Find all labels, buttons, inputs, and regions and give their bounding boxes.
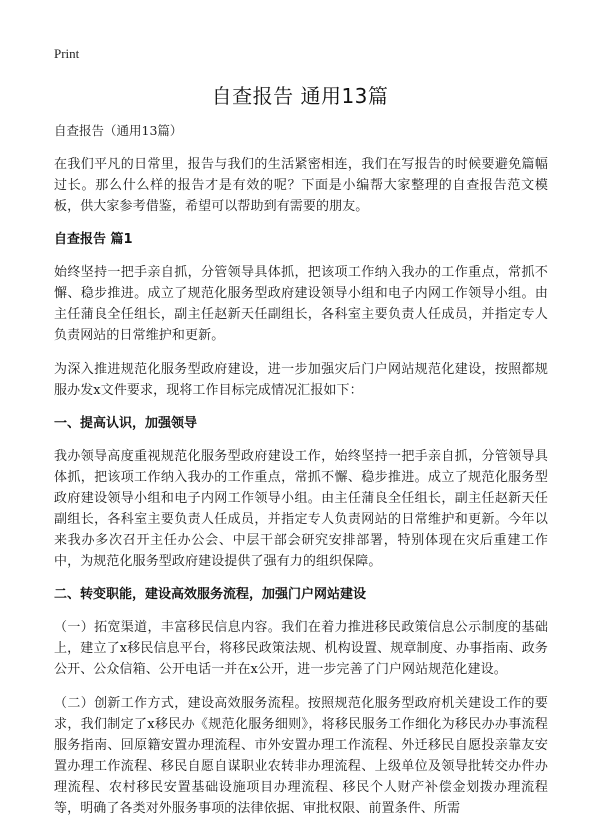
intro-paragraph: 在我们平凡的日常里，报告与我们的生活紧密相连，我们在写报告的时候要避免篇幅过长。那么什么样的报告才是有效的呢？下面是小编帮大家整理的自查报告范文模板，供大家参考借鉴，希望可以帮助到有需要的朋友。: [54, 157, 548, 214]
subheading-two: 二、转变职能，建设高效服务流程，加强门户网站建设: [54, 587, 367, 602]
subheading-one: 一、提高认识，加强领导: [54, 416, 198, 431]
paragraph-two-a: （一）拓宽渠道，丰富移民信息内容。我们在着力推进移民政策信息公示制度的基础上，建立了x移民信息平台，将移民政策法规、机构设置、规章制度、办事指南、政务公开、公众信箱、公开电话一并在x公开，进一步完善了门户网站规范化建设。: [54, 620, 548, 677]
section1-paragraph-2: 为深入推进规范化服务型政府建设，进一步加强灾后门户网站规范化建设，按照都规服办发x文件要求，现将工作目标完成情况汇报如下：: [54, 362, 548, 398]
section-heading: 自查报告 篇1: [54, 232, 133, 247]
print-link[interactable]: Print: [54, 46, 80, 61]
section1-paragraph-1: 始终坚持一把手亲自抓，分管领导具体抓，把该项工作纳入我办的工作重点，常抓不懈、稳步推进。成立了规范化服务型政府建设领导小组和电子内网工作领导小组。由主任蒲良全任组长，副主任赵新天任副组长，各科室主要负责人任成员，并指定专人负责网站的日常维护和更新。: [54, 265, 548, 343]
paragraph-one: 我办领导高度重视规范化服务型政府建设工作，始终坚持一把手亲自抓，分管领导具体抓，把该项工作纳入我办的工作重点，常抓不懈、稳步推进。成立了规范化服务型政府建设领导小组和电子内网工作领导小组。由主任蒲良全任组长，副主任赵新天任副组长，各科室主要负责人任成员，并指定专人负责网站的日常维护和更新。今年以来我办多次召开主任办公会、中层干部会研究安排部署，特别体现在灾后重建工作中，为规范化服务型政府建设提供了强有力的组织保障。: [54, 449, 548, 569]
page-title: 自查报告 通用13篇: [211, 84, 389, 108]
document-subtitle: 自查报告（通用13篇）: [54, 123, 183, 138]
document-body: [54, 122, 548, 828]
paragraph-two-b: （二）创新工作方式，建设高效服务流程。按照规范化服务型政府机关建设工作的要求，我们制定了x移民办《规范化服务细则》，将移民服务工作细化为移民办办事流程服务指南、回原籍安置办理流程、市外安置办理工作流程、外迁移民自愿投亲靠友安置办理工作流程、移民自愿自谋职业农转非办理流程、上级单位及领导批转交办件办理流程、农村移民安置基础设施项目办理流程、移民个人财产补偿金划拨办理流程等，明确了各类对外服务事项的法律依据、审批权限、前置条件、所需: [54, 696, 548, 816]
